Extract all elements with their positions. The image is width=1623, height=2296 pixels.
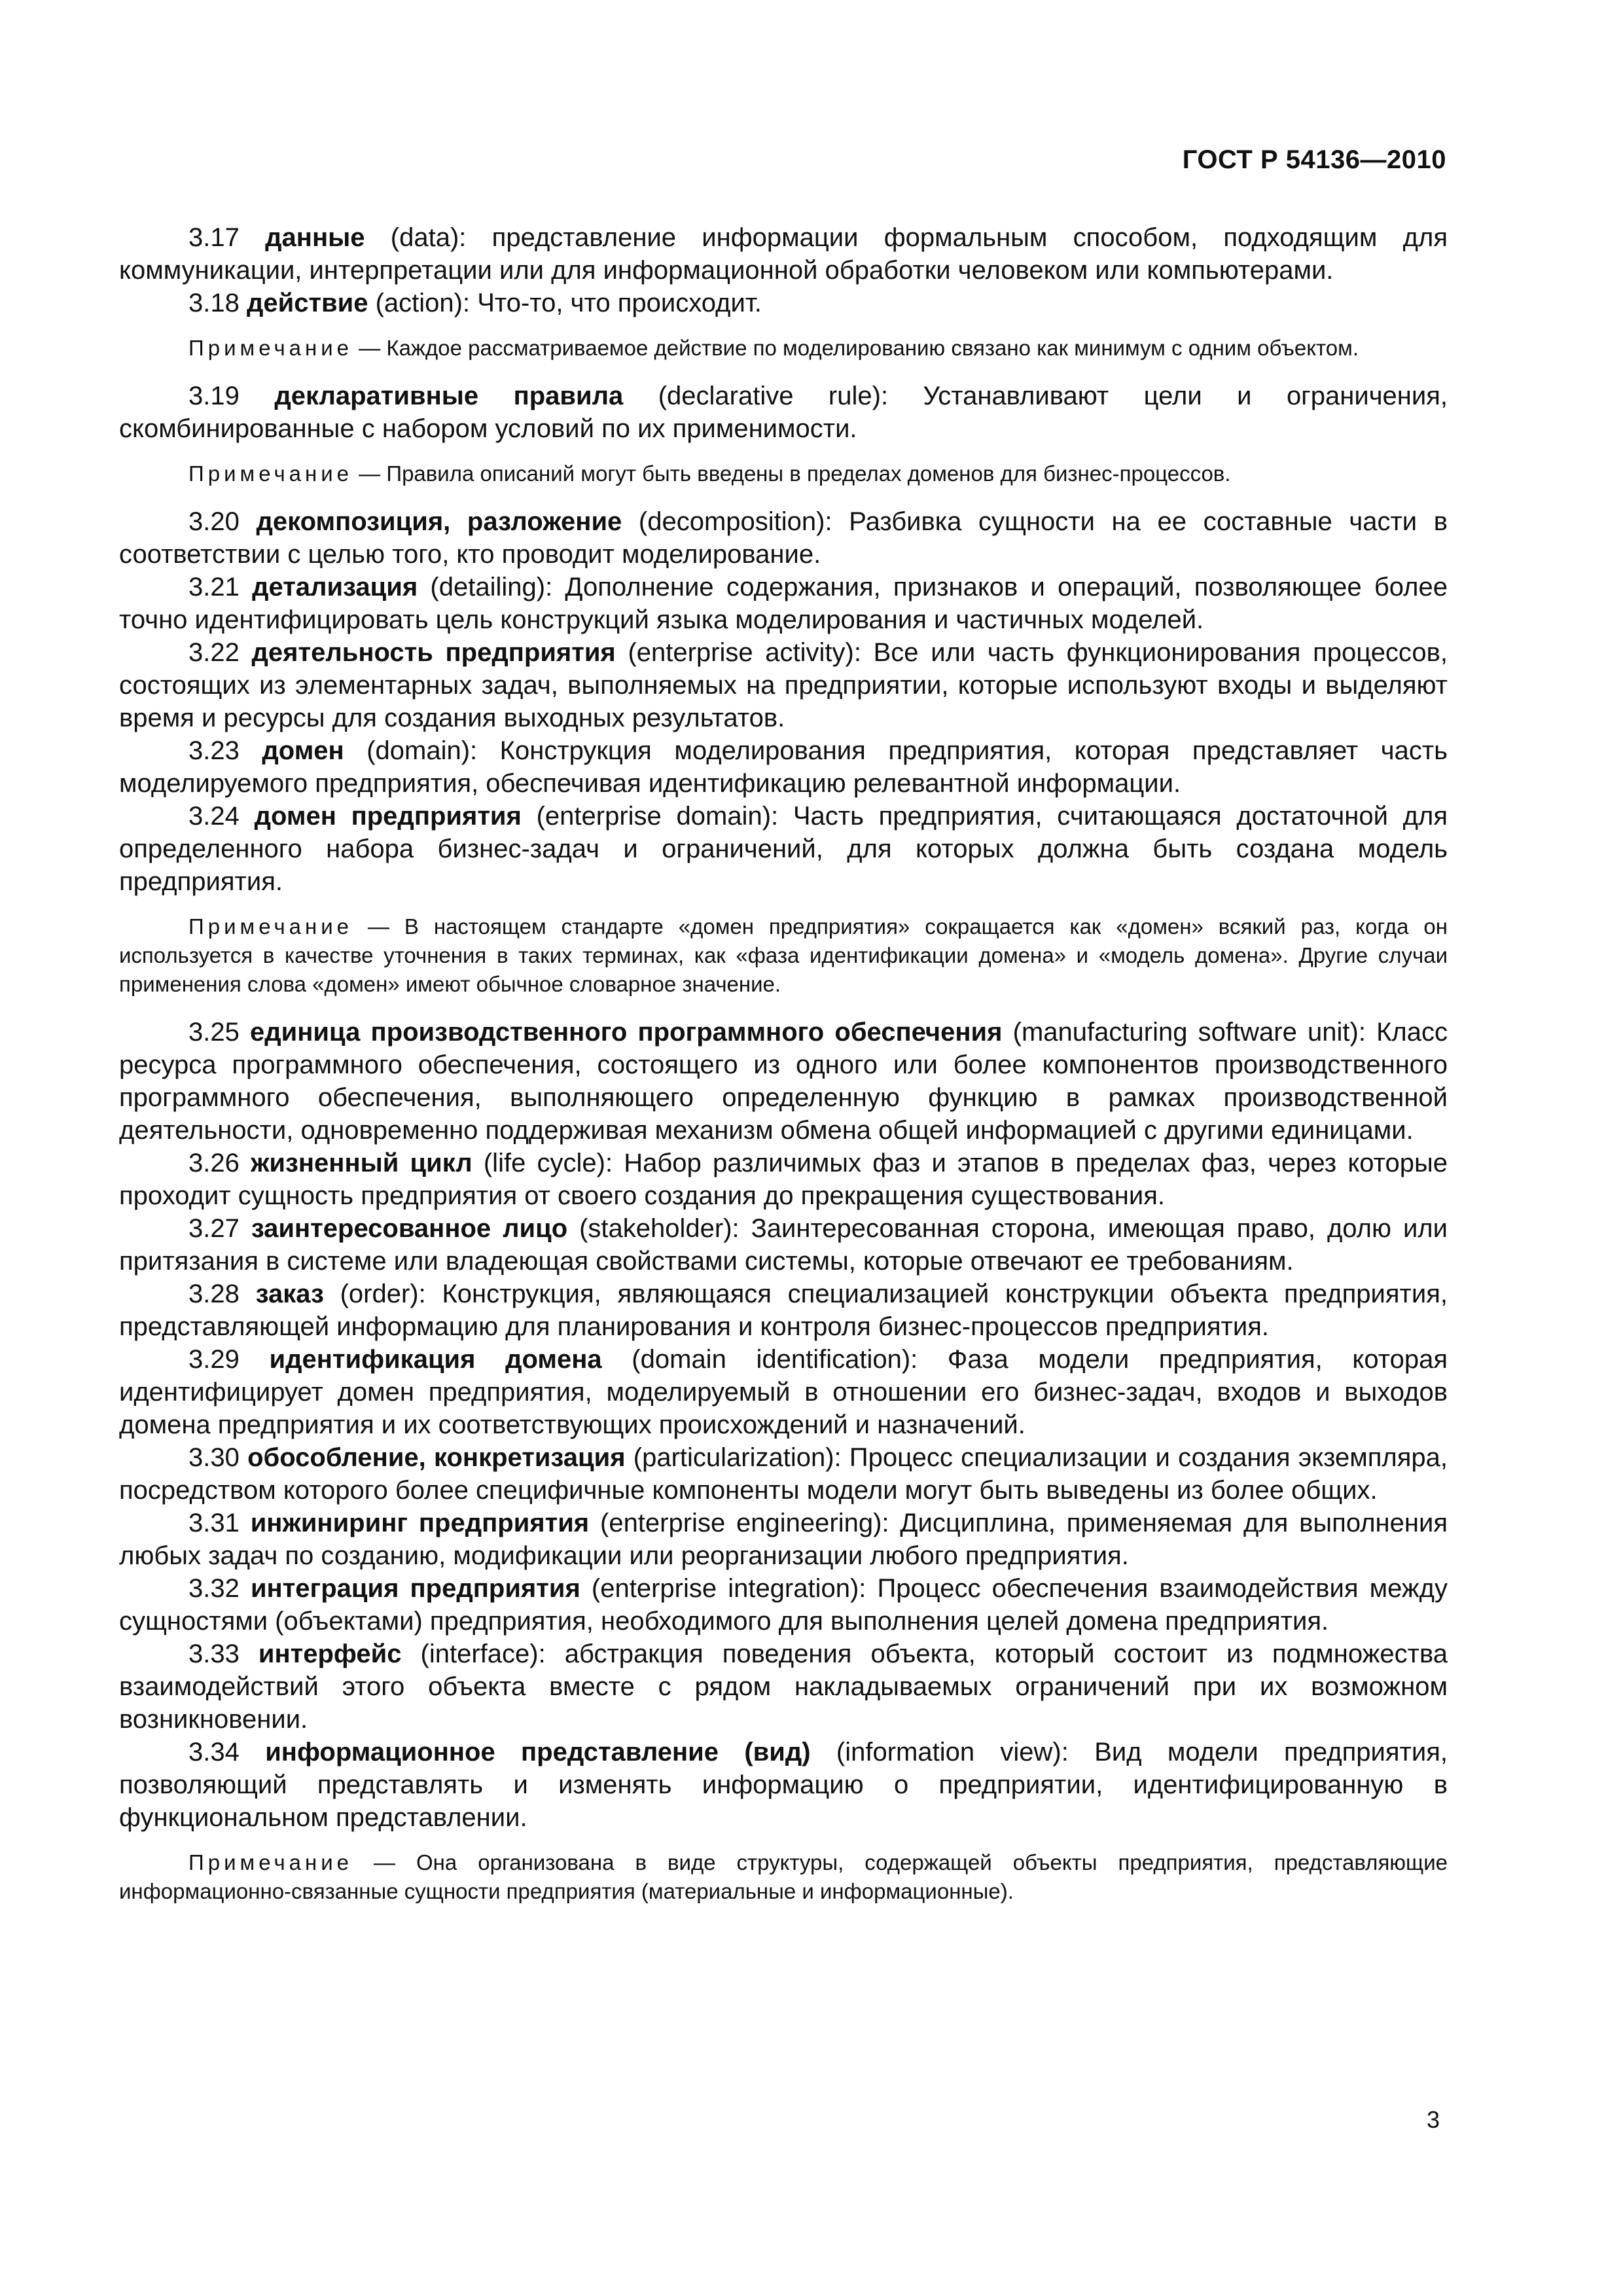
entry-term: детализация	[252, 573, 418, 601]
entry-number: 3.18	[188, 289, 240, 317]
entry-text: (decomposition): Разбивка сущности на ее составные части в соответствии с целью того, кто проводит моделирование.	[119, 507, 1448, 569]
entry-text: (particularization): Процесс специализации и создания экземпляра, посредством которого более специфичные компоненты модели могут быть выведены из более общих.	[119, 1443, 1448, 1505]
note	[119, 912, 1448, 999]
note-label: Примечание	[188, 461, 353, 486]
definition-entry	[119, 1147, 1448, 1212]
entry-number: 3.17	[188, 223, 240, 252]
entry-number: 3.21	[188, 573, 240, 601]
note-text: — В настоящем стандарте «домен предприятия» сокращается как «домен» всякий раз, когда он используется в качестве уточнения в таких терминах, как «фаза идентификации домена» и «модель домена». Другие случаи применения слова «домен» имеют обычное словарное значение.	[119, 914, 1448, 996]
note-label: Примечание	[188, 914, 353, 939]
entry-text: (information view): Вид модели предприятия, позволяющий представлять и изменять информацию о предприятии, идентифицированную в функциональном представлении.	[119, 1738, 1448, 1832]
entry-number: 3.31	[188, 1509, 240, 1537]
entry-number: 3.22	[188, 638, 240, 667]
entry-term: домен предприятия	[254, 802, 522, 831]
entry-term: единица производственного программного обеспечения	[250, 1018, 1003, 1047]
definition-entry	[119, 1016, 1448, 1147]
entry-term: информационное представление (вид)	[265, 1738, 811, 1767]
entry-term: действие	[246, 289, 368, 317]
entry-number: 3.29	[188, 1345, 240, 1374]
definition-entry	[119, 800, 1448, 898]
entry-text: (action): Что-то, что происходит.	[368, 289, 762, 317]
entry-term: идентификация домена	[269, 1345, 602, 1374]
entry-number: 3.27	[188, 1214, 240, 1243]
definition-entry	[119, 1736, 1448, 1834]
note-label: Примечание	[188, 336, 353, 360]
entry-number: 3.19	[188, 382, 240, 410]
definition-entry	[119, 571, 1448, 636]
entry-number: 3.20	[188, 507, 240, 536]
entry-number: 3.28	[188, 1280, 240, 1308]
entry-text: (manufacturing software unit): Класс ресурса программного обеспечения, состоящего из одного или более компонентов производственного программного обеспечения, выполняющего определенную функцию в рамках производственной деятельности, одновременно поддерживая механизм обмена общей информацией с другими единицами.	[119, 1018, 1448, 1145]
entry-text: (life cycle): Набор различимых фаз и этапов в пределах фаз, через которые проходит сущность предприятия от своего создания до прекращения существования.	[119, 1149, 1448, 1210]
definition-entry	[119, 505, 1448, 571]
entry-text: (declarative rule): Устанавливают цели и ограничения, скомбинированные с набором условий по их применимости.	[119, 382, 1448, 443]
entry-text: (domain): Конструкция моделирования предприятия, которая представляет часть моделируемого предприятия, обеспечивая идентификацию релевантной информации.	[119, 736, 1448, 798]
entry-term: данные	[265, 223, 365, 252]
entry-term: заказ	[255, 1280, 324, 1308]
entry-text: (data): представление информации формальным способом, подходящим для коммуникации, интерпретации или для информационной обработки человеком или компьютерами.	[119, 223, 1448, 285]
entry-number: 3.34	[188, 1738, 240, 1767]
entry-number: 3.33	[188, 1640, 240, 1668]
definition-entry	[119, 380, 1448, 445]
entry-text: (enterprise engineering): Дисциплина, применяемая для выполнения любых задач по созданию, модификации или реорганизации любого предприятия.	[119, 1509, 1448, 1570]
definition-entry	[119, 1278, 1448, 1343]
entry-text: (domain identification): Фаза модели предприятия, которая идентифицирует домен предприятия, моделируемый в отношении его бизнес-задач, входов и выходов домена предприятия и их соответствующих происхождений и назначений.	[119, 1345, 1448, 1439]
definition-entry	[119, 636, 1448, 734]
entry-text: (enterprise domain): Часть предприятия, считающаяся достаточной для определенного набора бизнес-задач и ограничений, для которых должна быть создана модель предприятия.	[119, 802, 1448, 896]
note	[119, 334, 1448, 363]
definition-entry	[119, 1441, 1448, 1507]
note-text: — Правила описаний могут быть введены в пределах доменов для бизнес-процессов.	[353, 461, 1231, 486]
entry-term: интерфейс	[258, 1640, 402, 1668]
entry-number: 3.30	[188, 1443, 240, 1472]
entry-number: 3.25	[188, 1018, 240, 1047]
entry-term: деятельность предприятия	[251, 638, 616, 667]
entry-term: декомпозиция, разложение	[256, 507, 622, 536]
entry-text: (order): Конструкция, являющаяся специализацией конструкции объекта предприятия, представляющей информацию для планирования и контроля бизнес-процессов предприятия.	[119, 1280, 1448, 1341]
entry-text: (stakeholder): Заинтересованная сторона, имеющая право, долю или притязания в системе или владеющая свойствами системы, которые отвечают ее требованиям.	[119, 1214, 1448, 1276]
entry-text: (detailing): Дополнение содержания, признаков и операций, позволяющее более точно идентифицировать цель конструкций языка моделирования и частичных моделей.	[119, 573, 1448, 634]
note	[119, 1848, 1448, 1906]
entry-number: 3.23	[188, 736, 240, 765]
entry-number: 3.32	[188, 1574, 240, 1603]
page-number: 3	[1426, 2106, 1440, 2133]
entry-term: обособление, конкретизация	[247, 1443, 626, 1472]
entry-term: интеграция предприятия	[250, 1574, 580, 1603]
note	[119, 459, 1448, 488]
entry-number: 3.24	[188, 802, 240, 831]
entry-term: жизненный цикл	[251, 1149, 473, 1177]
entry-text: (enterprise activity): Все или часть функционирования процессов, состоящих из элементарных задач, выполняемых на предприятии, которые используют входы и выделяют время и ресурсы для создания выходных результатов.	[119, 638, 1448, 732]
definition-entry	[119, 1638, 1448, 1736]
note-text: — Каждое рассматриваемое действие по моделированию связано как минимум с одним объектом.	[353, 336, 1359, 360]
definition-entry	[119, 1572, 1448, 1638]
definition-entry	[119, 287, 1448, 319]
entry-text: (enterprise integration): Процесс обеспечения взаимодействия между сущностями (объектами) предприятия, необходимого для выполнения целей домена предприятия.	[119, 1574, 1448, 1636]
entry-term: заинтересованное лицо	[251, 1214, 568, 1243]
entry-term: декларативные правила	[274, 382, 624, 410]
note-text: — Она организована в виде структуры, содержащей объекты предприятия, представляющие информационно-связанные сущности предприятия (материальные и информационные).	[119, 1850, 1448, 1903]
definition-entry	[119, 1212, 1448, 1278]
note-label: Примечание	[188, 1850, 353, 1874]
definition-entry	[119, 1343, 1448, 1441]
entry-text: (interface): абстракция поведения объекта, который состоит из подмножества взаимодействий этого объекта вместе с рядом накладываемых ограничений при их возможном возникновении.	[119, 1640, 1448, 1734]
entry-number: 3.26	[188, 1149, 240, 1177]
entry-term: домен	[262, 736, 344, 765]
definition-entry	[119, 1507, 1448, 1572]
definition-entry	[119, 734, 1448, 800]
document-header: ГОСТ Р 54136—2010	[1182, 145, 1446, 174]
definition-entry	[119, 221, 1448, 287]
definitions-list	[119, 221, 1448, 1923]
entry-term: инжиниринг предприятия	[250, 1509, 590, 1537]
